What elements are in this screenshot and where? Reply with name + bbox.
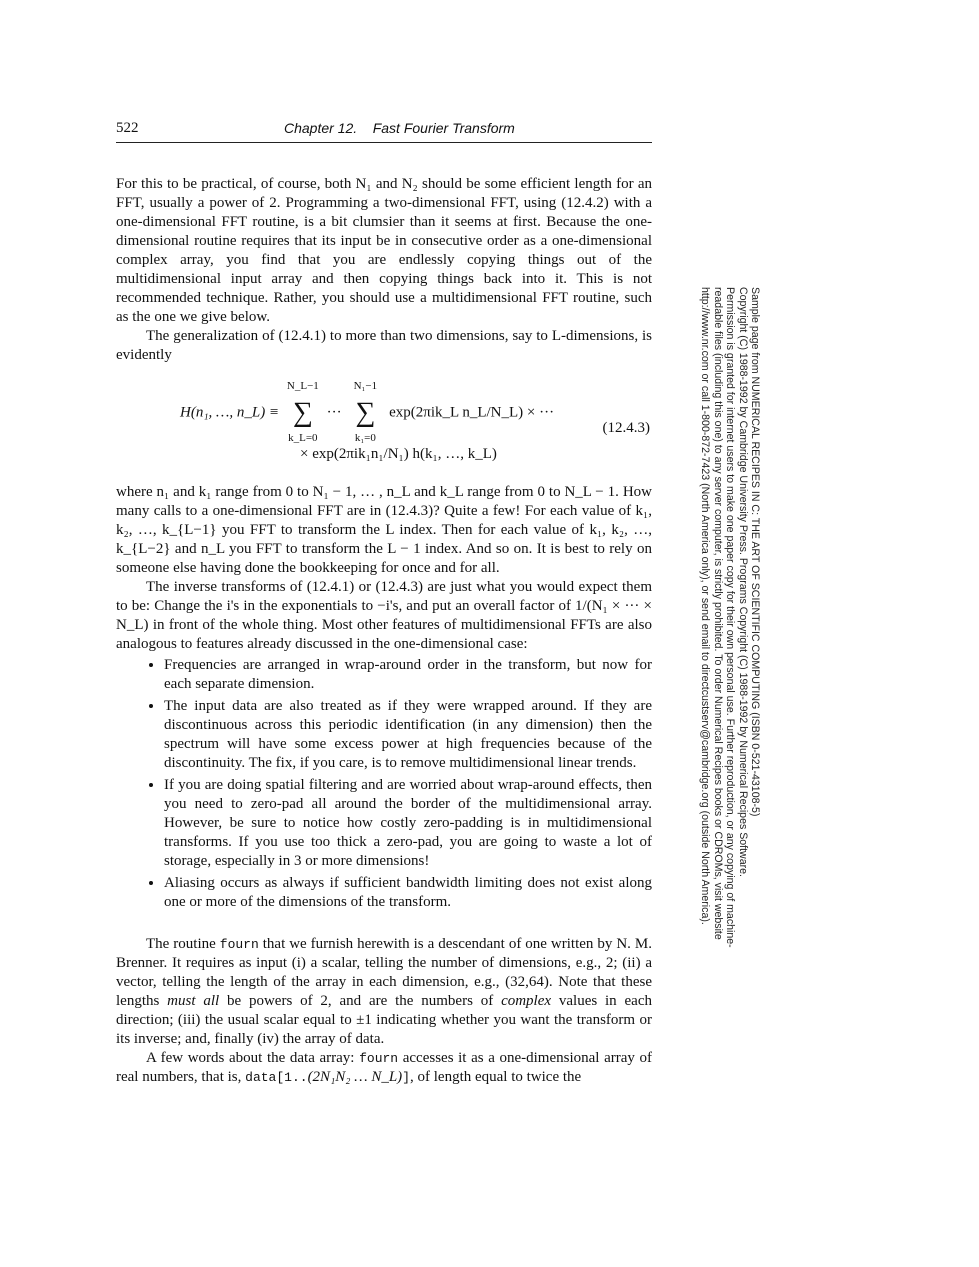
code-bracket: ] [402,1070,410,1085]
paragraph-3: where n₁ and k₁ range from 0 to N₁ − 1, … , n_L and k_L range from 0 to N_L − 1. How many calls to a one-dimensional FFT are in (12.4.3)? Quite a few! For each value of k₁, k₂, …, k_{L−1} you FFT to transform the L index. Then for each value of k₁, k₂, …, k_{L−2} and n_L you FFT to transform the L − 1 index. And so on. It is best to rely on someone else having done the bookkeeping for once and for all. [116,484,652,576]
p5-text-b: that we furnish herewith is a descendant of one written by N. M. Brenner. It requires as input (i) a scalar, telling the number of dimensions, e.g., 2; (ii) a vector, telling the length of the array in each dimension, e.g., (32,64). Note that these lengths [116,936,652,1009]
paragraph-4: The inverse transforms of (12.4.1) or (12.4.3) are just what you would expect them to be: Change the i's in the exponentials to −i's, and put an overall factor of 1/(N₁ × ··· × N_L) in front of the whole thing. Most other features of multidimensional FFTs are also analogous to features already discussed in the one-dimensional case: [116,579,652,652]
sum-inner: N₁−1 ∑ k₁=0 [345,399,385,427]
p6-text-b: accesses it as a one-dimensional array of real numbers, that is, [116,1050,652,1085]
paragraph-5 [116,935,652,1049]
list-item: • The input data are also treated as if they were wrapped around. If they are discontinuous across this periodic identification (in any dimension) then the spectrum will have some excess power at high frequencies because of the discontinuity. The fix, if you care, is to remove multidimensional linear trends. [164,697,652,773]
sum-inner-lower: k₁=0 [354,432,376,444]
sum-outer-lower: k_L=0 [288,432,318,444]
page-header [116,120,652,143]
paragraph-2: The generalization of (12.4.1) to more than two dimensions, say to L-dimensions, is evidently [116,328,652,363]
code-data: data[1.. [245,1070,308,1085]
feature-list [116,656,652,912]
paragraph-1: For this to be practical, of course, both N₁ and N₂ should be some efficient length for an FFT, usually a power of 2. Programming a two-dimensional FFT, using (12.4.2) with a one-dimensional FFT routine, is a bit clumsier than it seems at first. Because the one-dimensional routine requires that its input be in consecutive order as a one-dimensional complex array, you find that you are endlessly copying things out of the multidimensional input array and then copying things back into it. This is not recommended technique. Rather, you should use a multidimensional FFT routine, such as the one we give below. [116,176,652,325]
page-number: 522 [116,120,139,136]
copyright-sidebar [699,287,761,967]
sidebar-line-3: Permission is granted for internet users to make one paper copy for their own personal use. Further reproduction, or any copying of machine- [724,287,737,948]
sum-outer: N_L−1 ∑ k_L=0 [283,399,323,427]
sum-outer-upper: N_L−1 [286,380,319,392]
list-item: • Aliasing occurs as always if sufficient bandwidth limiting does not exist along one or more of the dimensions of the transform. [164,874,652,912]
equation-term-1: exp(2πik_L n_L/N_L) × ··· [389,404,555,421]
code-fourn-2: fourn [359,1051,399,1066]
p5-text-c: be powers of 2, and are the numbers of [219,993,502,1009]
sum-inner-upper: N₁−1 [353,380,378,392]
p6-text-a: A few words about the data array: [146,1050,360,1066]
emphasis-must-all: must all [167,993,220,1009]
paragraph-6 [116,1049,652,1087]
emphasis-complex: complex [501,993,552,1009]
sidebar-line-5: http://www.nr.com or call 1-800-872-7423 (North America only), or send email to directcustserv@cambridge.org (outside North America). [699,287,712,925]
list-item: • If you are doing spatial filtering and are worried about wrap-around effects, then you need to zero-pad all around the border of the multidimensional array. However, be sure to notice how costly zero-padding is in multidimensional transforms. If you use too thick a zero-pad, you are going to waste a lot of storage, especially in 3 or more dimensions! [164,776,652,871]
sidebar-line-1: Sample page from NUMERICAL RECIPES IN C: THE ART OF SCIENTIFIC COMPUTING (ISBN 0-521-43108-5) [749,287,761,817]
equation-term-2: × exp(2πik₁n₁/N₁) h(k₁, …, k_L) [300,446,497,462]
equation-dots: ··· [326,404,342,421]
equation-number: (12.4.3) [602,420,650,436]
equation-12-4-3 [116,373,652,477]
equation-lhs: H(n₁, …, n_L) ≡ [180,404,280,421]
p5-text-d: values in each direction; (iii) the usual scalar equal to ±1 indicating whether you want the transform or its inverse; and, finally (iv) the array of data. [116,993,652,1047]
code-fourn: fourn [219,937,259,952]
list-item: • Frequencies are arranged in wrap-around order in the transform, but now for each separate dimension. [164,656,652,694]
math-data-length: (2N₁N₂ … N_L) [307,1069,403,1085]
p6-text-c: , of length equal to twice the [410,1069,582,1085]
chapter-title: Chapter 12. Fast Fourier Transform [284,120,515,136]
p5-text-a: The routine [146,936,220,952]
sidebar-line-2: Copyright (C) 1988-1992 by Cambridge University Press. Programs Copyright (C) 1988-1992 by Numerical Recipes Software. [736,287,749,877]
sidebar-line-4: readable files (including this one) to any server computer, is strictly prohibited. To order Numerical Recipes books or CDROMs, visit website [711,287,724,940]
main-text [116,175,652,1087]
